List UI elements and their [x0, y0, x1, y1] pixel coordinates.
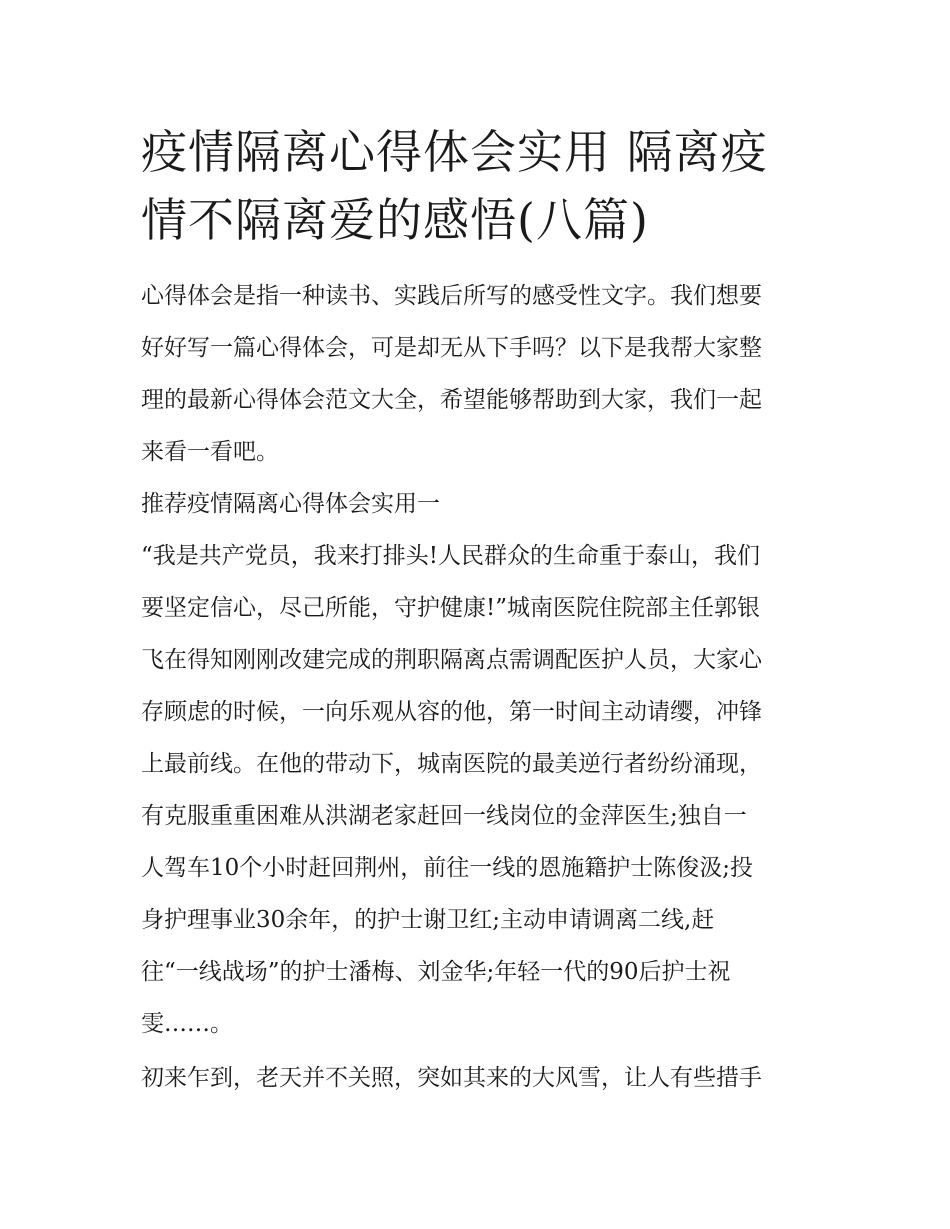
document-title: [141, 118, 813, 254]
section-heading: [141, 478, 813, 530]
text-line: 有克服重重困难从洪湖老家赶回一线岗位的金萍医生;独自一: [141, 803, 747, 829]
text-line: 人驾车10个小时赶回荆州，前往一线的恩施籍护士陈俊汲;投: [141, 855, 754, 881]
page-content: [141, 118, 813, 1104]
title-line: 疫情隔离心得体会实用 隔离疫: [141, 125, 768, 179]
text-line: 理的最新心得体会范文大全，希望能够帮助到大家，我们一起: [141, 387, 762, 413]
title-line: 情不隔离爱的感悟(八篇): [141, 193, 649, 247]
text-line: 身护理事业30余年，的护士谢卫红;主动申请调离二线,赶: [141, 907, 715, 933]
intro-paragraph: [141, 270, 813, 478]
text-line: 往“一线战场”的护士潘梅、刘金华;年轻一代的90后护士祝: [141, 959, 731, 985]
story-paragraph: [141, 530, 813, 1050]
text-line: 雯……。: [141, 1011, 233, 1037]
text-line: 好好写一篇心得体会，可是却无从下手吗？以下是我帮大家整: [141, 335, 762, 361]
text-line: “我是共产党员，我来打排头!人民群众的生命重于泰山，我们: [141, 543, 761, 569]
text-line: 存顾虑的时候，一向乐观从容的他，第一时间主动请缨，冲锋: [141, 699, 762, 725]
closing-paragraph: [141, 1052, 813, 1104]
text-line: 心得体会是指一种读书、实践后所写的感受性文字。我们想要: [141, 283, 762, 309]
text-line: 上最前线。在他的带动下，城南医院的最美逆行者纷纷涌现，: [141, 751, 762, 777]
text-line: 飞在得知刚刚改建完成的荆职隔离点需调配医护人员，大家心: [141, 647, 762, 673]
text-line: 来看一看吧。: [141, 439, 279, 465]
text-line: 初来乍到，老天并不关照，突如其来的大风雪，让人有些措手: [141, 1065, 762, 1091]
text-line: 推荐疫情隔离心得体会实用一: [141, 491, 440, 517]
text-line: 要坚定信心，尽己所能，守护健康!”城南医院住院部主任郭银: [141, 595, 761, 621]
